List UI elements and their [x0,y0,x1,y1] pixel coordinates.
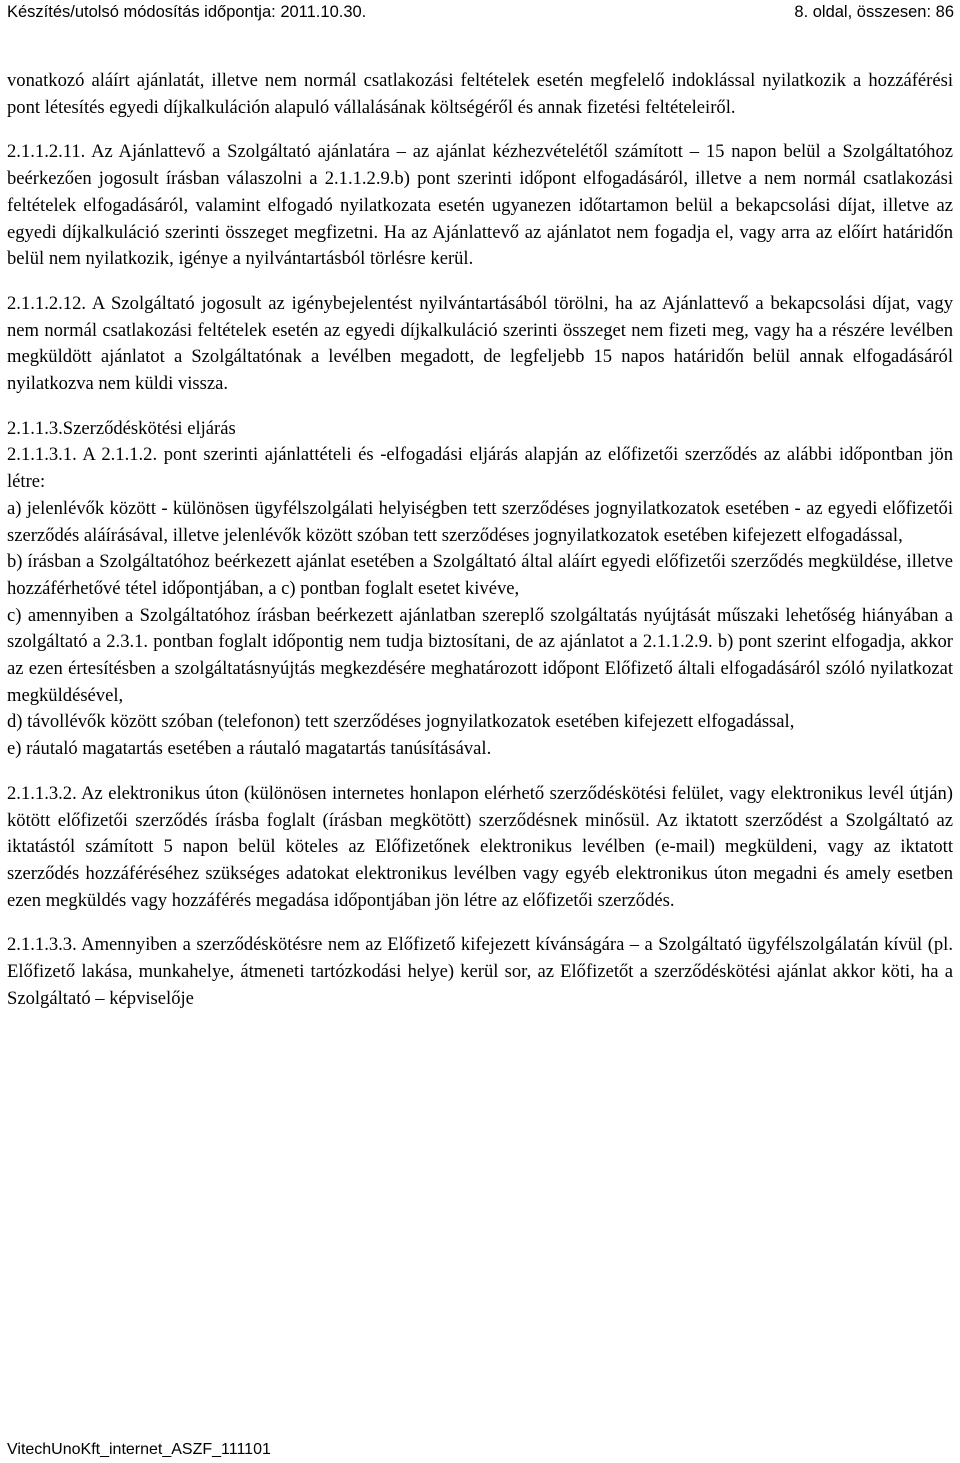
paragraph-intro: vonatkozó aláírt ajánlatát, illetve nem normál csatlakozási feltételek esetén megfelelő indoklással nyilatkozik a hozzáférési pont létesítés egyedi díjkalkuláción alapuló vállalásának költségéről és annak fizetési feltételeiről. [7,70,953,118]
list-item-c: c) amennyiben a Szolgáltatóhoz írásban beérkezett ajánlatban szereplő szolgáltatás nyújtását műszaki lehetőség hiányában a szolgáltató a 2.3.1. pontban foglalt időpontig nem tudja biztosítani, de az ajánlatot a 2.1.1.2.9. b) pont szerint elfogadja, akkor az ezen értesítésben a szolgáltatásnyújtás megkezdésére meghatározott időpont Előfizető általi elfogadásáról szóló nyilatkozat megküldésével, [7,604,953,706]
page-footer: VitechUnoKft_internet_ASZF_111101 [7,1441,271,1458]
section-heading: 2.1.1.3.Szerződéskötési eljárás [7,417,236,439]
paragraph-2-1-1-2-12: 2.1.1.2.12. A Szolgáltató jogosult az igénybejelentést nyilvántartásából törölni, ha az Ajánlattevő a bekapcsolási díjat, vagy nem normál csatlakozási feltételek esetén az egyedi díjkalkuláció szerinti összeget nem fizeti meg, vagy ha a részére levélben megküldött ajánlatot a Szolgáltatónak a levélben megadott, de legfeljebb 15 napos határidőn belül annak elfogadásáról nyilatkozva nem küldi vissza. [7,292,953,395]
list-item-a: a) jelenlévők között - különösen ügyfélszolgálati helyiségben tett szerződéses jognyilatkozatok esetében - az egyedi előfizetői szerződés aláírásával, illetve jelenlévők között szóban tett szerződéses jognyilatkozatok esetében kifejezett elfogadással, [7,497,953,546]
paragraph-2-1-1-2-11: 2.1.1.2.11. Az Ajánlattevő a Szolgáltató ajánlatára – az ajánlat kézhezvételétől számított – 15 napon belül a Szolgáltatóhoz beérkezően jogosult írásban válaszolni a 2.1.1.2.9.b) pont szerinti időpont elfogadásáról, illetve a nem normál csatlakozási feltételek elfogadásáról, valamint elfogadó nyilatkozata esetén ugyanezen időtartamon belül a bekapcsolási díjat, illetve az egyedi díjkalkuláció szerinti összeget megfizetni. Ha az Ajánlattevő az ajánlatot nem fogadja el, vagy arra az előírt határidőn belül nem nyilatkozik, igénye a nyilvántartásból törlésre kerül. [7,141,953,270]
list-item-e: e) ráutaló magatartás esetében a ráutaló magatartás tanúsításával. [7,738,492,760]
header-page-number: 8. oldal, összesen: 86 [794,3,954,21]
paragraph-2-1-1-3-1: 2.1.1.3.1. A 2.1.1.2. pont szerinti ajánlattételi és -elfogadási eljárás alapján az előfizetői szerződés az alábbi időpontban jön létre: [7,444,953,493]
paragraph-2-1-1-3-2: 2.1.1.3.2. Az elektronikus úton (különösen internetes honlapon elérhető szerződéskötési felület, vagy elektronikus levél útján) kötött előfizetői szerződés írásba foglalt (írásban megkötött) szerződésnek minősül. Az iktatott szerződést a Szolgáltató az iktatástól számított 5 napon belül köteles az Előfizetőnek elektronikus levélben (e-mail) megküldeni, vagy az iktatott szerződés hozzáféréséhez szükséges adatokat elektronikus levélben vagy egyéb elektronikus úton megadni és amely esetben ezen megküldés vagy hozzáférés megadása időpontjában jön létre az előfizetői szerződés. [7,782,953,911]
document-body [7,68,953,1013]
header-date: Készítés/utolsó módosítás időpontja: 2011.10.30. [7,3,367,21]
list-item-d: d) távollévők között szóban (telefonon) tett szerződéses jognyilatkozatok esetében kifejezett elfogadással, [7,711,795,733]
paragraph-2-1-1-3-3: 2.1.1.3.3. Amennyiben a szerződéskötésre nem az Előfizető kifejezett kívánságára – a Szolgáltató ügyfélszolgálatán kívül (pl. Előfizető lakása, munkahelye, átmeneti tartózkodási helye) kerül sor, az Előfizetőt a szerződéskötési ajánlat akkor köti, ha a Szolgáltató – képviselője [7,934,953,1009]
page-header [7,0,954,24]
list-item-b: b) írásban a Szolgáltatóhoz beérkezett ajánlat esetében a Szolgáltató által aláírt egyedi előfizetői szerződés megküldése, illetve hozzáférhetővé tétel időpontjában, a c) pontban foglalt esetet kivéve, [7,551,953,599]
